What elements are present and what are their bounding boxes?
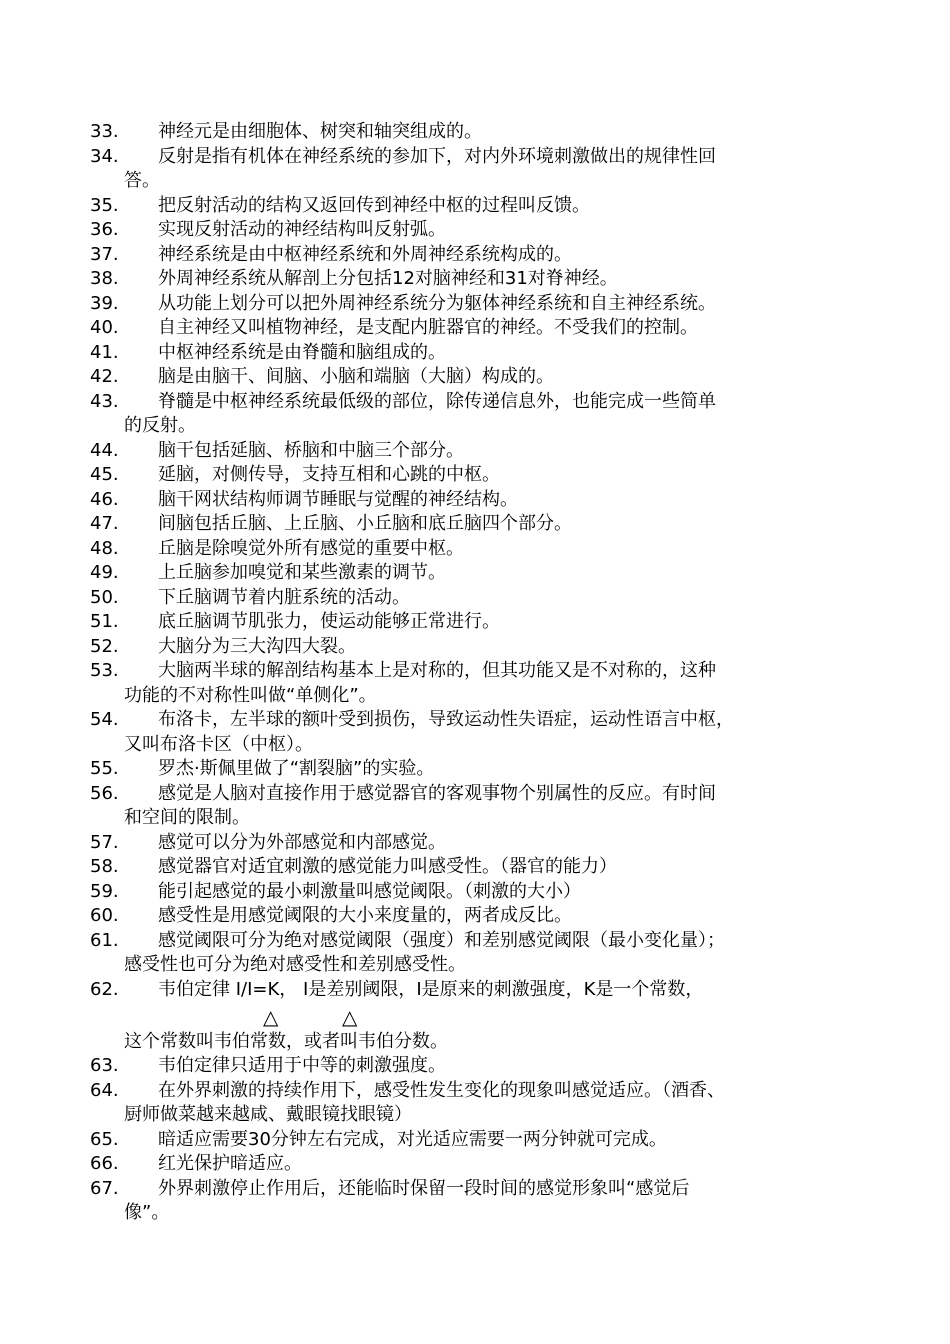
item-text-continued: 像”。: [124, 1202, 170, 1223]
item-number: 58.: [90, 856, 119, 877]
item-number: 35.: [90, 194, 119, 216]
item-number: 59.: [90, 880, 119, 902]
list-item-61: [90, 929, 860, 978]
item-text: 自主神经又叫植物神经，是支配内脏器官的神经。不受我们的控制。: [158, 317, 698, 338]
item-text: 感觉器官对适宜刺激的感觉能力叫感受性。（器官的能力）: [158, 856, 617, 877]
item-number: 48.: [90, 537, 119, 559]
list-item-50: [90, 586, 860, 611]
list-item-63: [90, 1054, 860, 1079]
list-item-55: [90, 757, 860, 782]
list-item-40: [90, 316, 860, 341]
item-text: 感受性是用感觉阈限的大小来度量的，两者成反比。: [158, 905, 572, 926]
list-item-45: [90, 463, 860, 488]
item-number: 52.: [90, 635, 119, 657]
item-text: 上丘脑参加嗅觉和某些激素的调节。: [158, 562, 446, 583]
item-number: 37.: [90, 243, 119, 265]
item-text: 能引起感觉的最小刺激量叫感觉阈限。（刺激的大小）: [158, 880, 581, 902]
item-number: 65.: [90, 1128, 119, 1150]
list-item-66: [90, 1152, 860, 1177]
item-number: 55.: [90, 758, 119, 779]
list-item-53: [90, 659, 860, 708]
item-text: 把反射活动的结构又返回传到神经中枢的过程叫反馈。: [158, 194, 590, 216]
item-text: 从功能上划分可以把外周神经系统分为躯体神经系统和自主神经系统。: [158, 292, 716, 314]
document-page: [0, 120, 950, 1226]
item-text-continued: 功能的不对称性叫做“单侧化”。: [124, 684, 377, 706]
item-text: 实现反射活动的神经结构叫反射弧。: [158, 219, 446, 240]
item-number: 46.: [90, 488, 119, 510]
item-text: 感觉可以分为外部感觉和内部感觉。: [158, 831, 446, 853]
item-number: 62.: [90, 978, 119, 1000]
item-text: 大脑两半球的解剖结构基本上是对称的，但其功能又是不对称的，这种: [158, 660, 716, 681]
item-list: [0, 1054, 950, 1226]
list-item-49: [90, 561, 860, 586]
item-number: 41.: [90, 341, 119, 363]
list-item-34: [90, 145, 860, 194]
item-text: 丘脑是除嗅觉外所有感觉的重要中枢。: [158, 537, 464, 559]
list-item-33: [90, 120, 860, 145]
item-number: 56.: [90, 782, 119, 804]
list-item-64: [90, 1079, 860, 1128]
item-number: 40.: [90, 317, 119, 338]
item-number: 54.: [90, 709, 119, 730]
item-number: 53.: [90, 660, 119, 681]
list-item-35: [90, 194, 860, 219]
item-text: 脊髓是中枢神经系统最低级的部位，除传递信息外，也能完成一些简单: [158, 390, 716, 412]
list-item-67: [90, 1177, 860, 1226]
list-item-62-continued: [90, 1030, 860, 1055]
item-number: 39.: [90, 292, 119, 314]
item-text: 红光保护暗适应。: [158, 1153, 302, 1174]
item-text: 外周神经系统从解剖上分包括12对脑神经和31对脊神经。: [158, 268, 618, 289]
list-item-37: [90, 243, 860, 268]
item-text: 暗适应需要30分钟左右完成，对光适应需要一两分钟就可完成。: [158, 1128, 667, 1150]
item-number: 36.: [90, 219, 119, 240]
list-item-42: [90, 365, 860, 390]
item-text: 间脑包括丘脑、上丘脑、小丘脑和底丘脑四个部分。: [158, 513, 572, 534]
item-text: 脑干网状结构师调节睡眠与觉醒的神经结构。: [158, 488, 518, 510]
list-item-58: [90, 855, 860, 880]
item-text-continued: 和空间的限制。: [124, 807, 250, 828]
list-item-36: [90, 218, 860, 243]
list-item-44: [90, 439, 860, 464]
item-text-continued: 答。: [124, 170, 160, 191]
list-item-48: [90, 537, 860, 562]
item-text: 底丘脑调节肌张力，使运动能够正常进行。: [158, 611, 500, 632]
list-item-43: [90, 390, 860, 439]
list-item-47: [90, 512, 860, 537]
item-text: 延脑，对侧传导，支持互相和心跳的中枢。: [158, 464, 500, 485]
delta-symbol: △: [342, 1004, 358, 1029]
item-number: 34.: [90, 145, 119, 167]
item-list: [0, 120, 950, 978]
item-text: 神经元是由细胞体、树突和轴突组成的。: [158, 121, 482, 142]
item-number: 64.: [90, 1079, 119, 1101]
item-text: 反射是指有机体在神经系统的参加下，对内外环境刺激做出的规律性回: [158, 145, 716, 167]
item-number: 44.: [90, 439, 119, 461]
item-text: 神经系统是由中枢神经系统和外周神经系统构成的。: [158, 243, 572, 265]
item-text: 脑干包括延脑、桥脑和中脑三个部分。: [158, 439, 464, 461]
list-item-59: [90, 880, 860, 905]
item-number: 61.: [90, 929, 119, 951]
list-item-51: [90, 610, 860, 635]
item-number: 60.: [90, 905, 119, 926]
item-text: 外界刺激停止作用后，还能临时保留一段时间的感觉形象叫“感觉后: [158, 1177, 690, 1199]
item-text-continued: 又叫布洛卡区（中枢）。: [124, 733, 313, 755]
item-text: 脑是由脑干、间脑、小脑和端脑（大脑）构成的。: [158, 366, 554, 387]
item-number: 42.: [90, 366, 119, 387]
list-item-38: [90, 267, 860, 292]
delta-symbol: △: [263, 1004, 279, 1029]
list-item-46: [90, 488, 860, 513]
item-text: 罗杰·斯佩里做了“割裂脑”的实验。: [158, 758, 435, 779]
item-text: 大脑分为三大沟四大裂。: [158, 635, 356, 657]
item-text: 感觉阈限可分为绝对感觉阈限（强度）和差别感觉阈限（最小变化量）；: [158, 929, 725, 951]
item-text: 韦伯定律 I/I=K， I是差别阈限，I是原来的刺激强度，K是一个常数，: [158, 978, 704, 1000]
list-item-39: [90, 292, 860, 317]
list-item-56: [90, 782, 860, 831]
list-item-41: [90, 341, 860, 366]
item-text-continued: 这个常数叫韦伯常数，或者叫韦伯分数。: [124, 1030, 448, 1052]
item-number: 43.: [90, 390, 119, 412]
item-number: 50.: [90, 586, 119, 608]
list-item-57: [90, 831, 860, 856]
item-number: 47.: [90, 513, 119, 534]
item-text: 下丘脑调节着内脏系统的活动。: [158, 586, 410, 608]
item-number: 57.: [90, 831, 119, 853]
item-text: 韦伯定律只适用于中等的刺激强度。: [158, 1055, 446, 1076]
item-number: 51.: [90, 611, 119, 632]
item-text: 布洛卡，左半球的额叶受到损伤，导致运动性失语症，运动性语言中枢，: [158, 709, 734, 730]
item-number: 33.: [90, 121, 119, 142]
item-text-continued: 的反射。: [124, 415, 196, 436]
item-number: 63.: [90, 1055, 119, 1076]
item-text-continued: 厨师做菜越来越咸、戴眼镜找眼镜）: [124, 1104, 412, 1125]
item-number: 66.: [90, 1153, 119, 1174]
list-item-62: [90, 978, 860, 1030]
item-number: 45.: [90, 464, 119, 485]
list-item-52: [90, 635, 860, 660]
item-text: 中枢神经系统是由脊髓和脑组成的。: [158, 341, 446, 363]
item-number: 67.: [90, 1177, 119, 1199]
list-item-54: [90, 708, 860, 757]
item-text: 感觉是人脑对直接作用于感觉器官的客观事物个别属性的反应。有时间: [158, 782, 716, 804]
list-item-60: [90, 904, 860, 929]
list-item-65: [90, 1128, 860, 1153]
item-text: 在外界刺激的持续作用下，感受性发生变化的现象叫感觉适应。（酒香、: [158, 1079, 725, 1101]
item-text-continued: 感受性也可分为绝对感受性和差别感受性。: [124, 954, 466, 975]
item-number: 38.: [90, 268, 119, 289]
item-number: 49.: [90, 562, 119, 583]
